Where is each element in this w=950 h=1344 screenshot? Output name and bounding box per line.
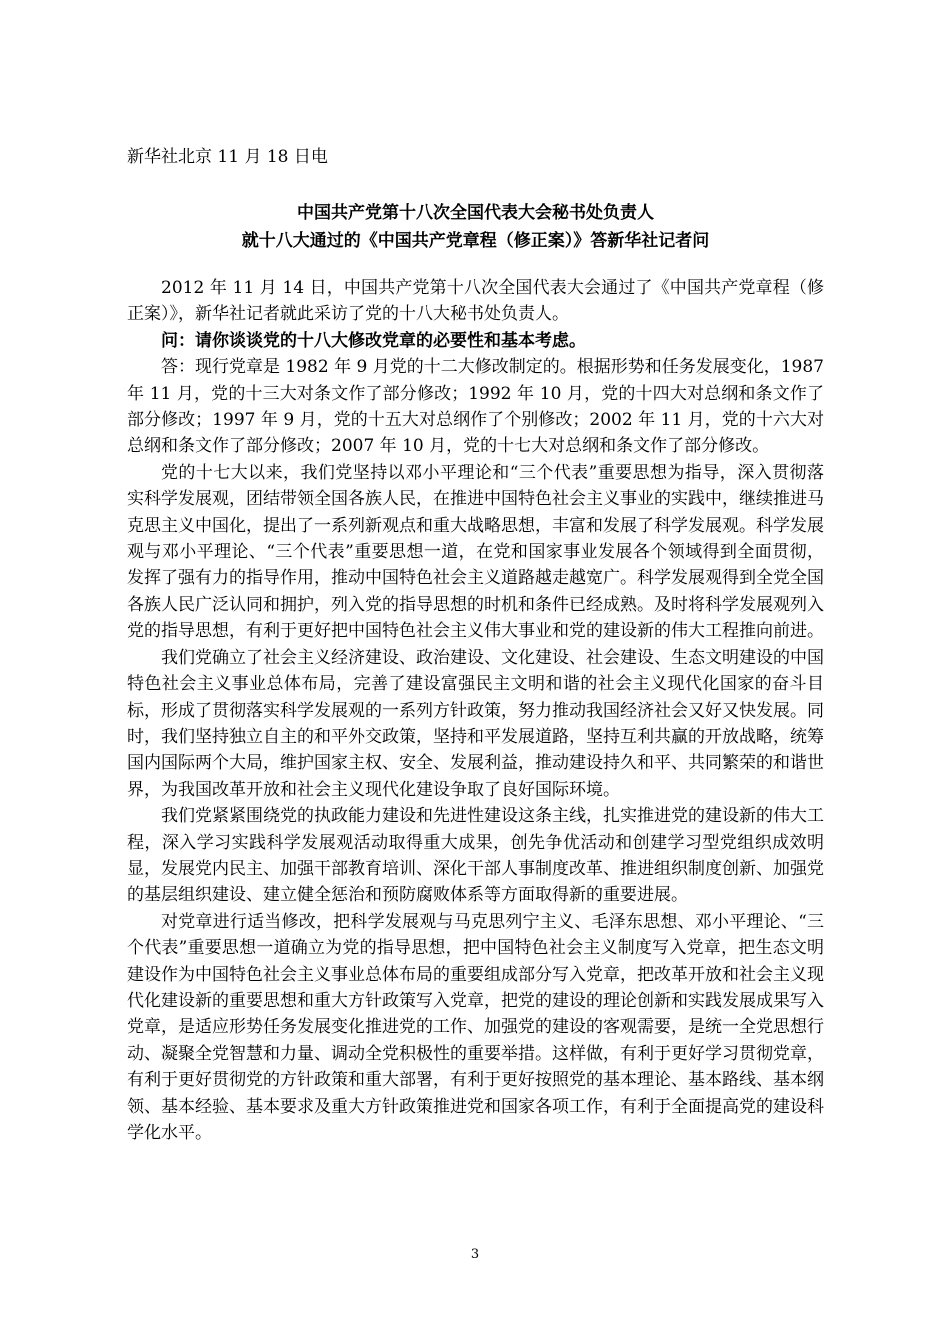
body-paragraph: 我们党确立了社会主义经济建设、政治建设、文化建设、社会建设、生态文明建设的中国特色社会主义事业总体布局，完善了建设富强民主文明和谐的社会主义现代化国家的奋斗目标，形成了贯彻落实科学发展观的一系列方针政策，努力推动我国经济社会又好又快发展。同时，我们坚持独立自主的和平外交政策，坚持和平发展道路，坚持互利共赢的开放战略，统筹国内国际两个大局，维护国家主权、安全、发展利益，推动建设持久和平、共同繁荣的和谐世界，为我国改革开放和社会主义现代化建设争取了良好国际环境。 (127, 647, 824, 800)
title-line-1: 中国共产党第十八次全国代表大会秘书处负责人 (297, 203, 654, 223)
article-body (127, 275, 824, 1146)
body-paragraph: 我们党紧紧围绕党的执政能力建设和先进性建设这条主线，扎实推进党的建设新的伟大工程，深入学习实践科学发展观活动取得重大成果，创先争优活动和创建学习型党组织成效明显，发展党内民主、加强干部教育培训、深化干部人事制度改革、推进组织制度创新、加强党的基层组织建设、建立健全惩治和预防腐败体系等方面取得新的重要进展。 (127, 806, 824, 906)
body-paragraph: 党的十七大以来，我们党坚持以邓小平理论和“三个代表”重要思想为指导，深入贯彻落实科学发展观，团结带领全国各族人民，在推进中国特色社会主义事业的实践中，继续推进马克思主义中国化，提出了一系列新观点和重大战略思想，丰富和发展了科学发展观。科学发展观与邓小平理论、“三个代表”重要思想一道，在党和国家事业发展各个领域得到全面贯彻，发挥了强有力的指导作用，推动中国特色社会主义道路越走越宽广。科学发展观得到全党全国各族人民广泛认同和拥护，列入党的指导思想的时机和条件已经成熟。及时将科学发展观列入党的指导思想，有利于更好把中国特色社会主义伟大事业和党的建设新的伟大工程推向前进。 (127, 462, 824, 642)
document-page (127, 143, 824, 1146)
body-paragraph: 对党章进行适当修改，把科学发展观与马克思列宁主义、毛泽东思想、邓小平理论、“三个代表”重要思想一道确立为党的指导思想，把中国特色社会主义制度写入党章，把生态文明建设作为中国特色社会主义事业总体布局的重要组成部分写入党章，把改革开放和社会主义现代化建设新的重要思想和重大方针政策写入党章，把党的建设的理论创新和实践发展成果写入党章，是适应形势任务发展变化推进党的工作、加强党的建设的客观需要，是统一全党思想行动、凝聚全党智慧和力量、调动全党积极性的重要举措。这样做，有利于更好学习贯彻党章，有利于更好贯彻党的方针政策和重大部署，有利于更好按照党的基本理论、基本路线、基本纲领、基本经验、基本要求及重大方针政策推进党和国家各项工作，有利于全面提高党的建设科学化水平。 (127, 911, 824, 1143)
intro-paragraph: 2012 年 11 月 14 日，中国共产党第十八次全国代表大会通过了《中国共产党章程（修正案）》，新华社记者就此采访了党的十八大秘书处负责人。 (127, 278, 824, 325)
article-title (127, 199, 824, 255)
page-number: 3 (470, 1247, 480, 1262)
title-line-2: 就十八大通过的《中国共产党章程（修正案）》答新华社记者问 (241, 231, 710, 251)
dateline: 新华社北京 11 月 18 日电 (127, 147, 328, 167)
question-paragraph: 问：请你谈谈党的十八大修改党章的必要性和基本考虑。 (161, 330, 586, 351)
answer-paragraph: 答：现行党章是 1982 年 9 月党的十二大修改制定的。根据形势和任务发展变化，1987 年 11 月，党的十三大对条文作了部分修改；1992 年 10 月，党的十四大对总纲和条文作了部分修改；1997 年 9 月，党的十五大对总纲作了个别修改；2002 年 11 月，党的十六大对总纲和条文作了部分修改；2007 年 10 月，党的十七大对总纲和条文作了部分修改。 (127, 357, 824, 457)
